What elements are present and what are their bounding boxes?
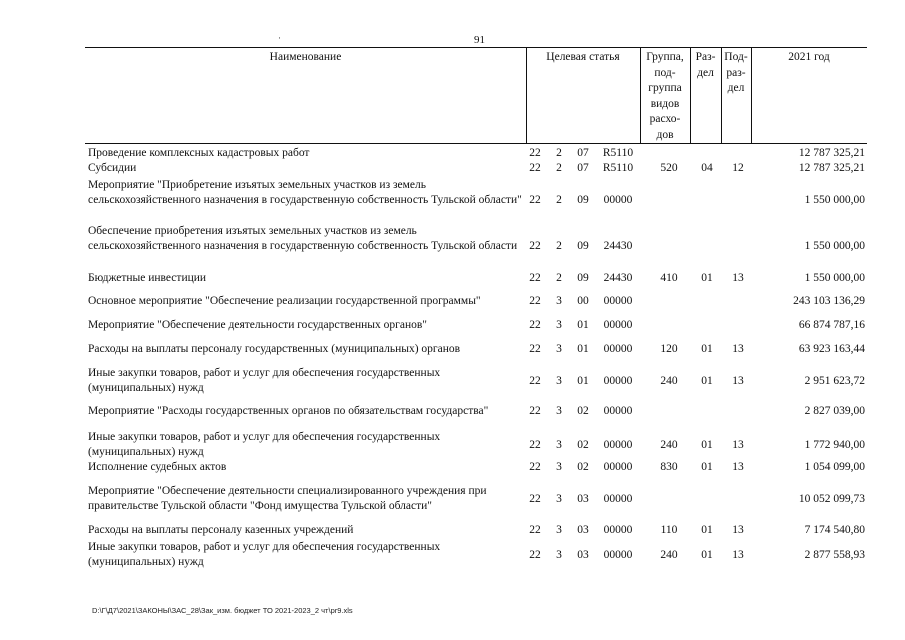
row-c: 02 <box>577 405 589 417</box>
row-d: 00000 <box>603 319 633 331</box>
table-header <box>85 47 867 144</box>
row-b: 2 <box>556 240 562 252</box>
header-name: Наименование <box>269 51 342 63</box>
row-a: 22 <box>529 240 541 252</box>
row-c: 03 <box>577 492 589 505</box>
row-a: 22 <box>529 548 541 561</box>
row-group: 120 <box>660 343 678 355</box>
row-d: 00000 <box>603 295 633 307</box>
footer-file-path: D:\Г\Д7\2021\ЗАКОНЫ\ЗАС_28\Зак_изм. бюджет ТО 2021-2023_2 чт\pr9.xls <box>92 606 353 615</box>
row-c: 07 <box>577 147 589 159</box>
row-name: Бюджетные инвестиции <box>88 272 207 284</box>
row-b: 3 <box>556 524 562 536</box>
row-d: 00000 <box>603 492 633 505</box>
row-name: Мероприятие "Приобретение изъятых земельных участков из земель сельскохозяйственного назначения в государственную собственность Тульской области" <box>88 179 522 206</box>
header-year: 2021 год <box>788 51 830 63</box>
row-amount: 10 052 099,73 <box>798 492 865 505</box>
row-name: Мероприятие "Обеспечение деятельности специализированного учреждения при правительстве Тульской области "Фонд имущества Тульской области" <box>88 485 487 512</box>
row-section: 01 <box>701 272 713 284</box>
row-d: 00000 <box>603 461 633 473</box>
row-name: Основное мероприятие "Обеспечение реализации государственной программы" <box>88 295 481 307</box>
row-name: Расходы на выплаты персоналу казенных учреждений <box>88 524 354 536</box>
row-name: Обеспечение приобретения изъятых земельных участков из земель сельскохозяйственного назначения в государственную собственность Тульской области <box>88 225 518 252</box>
row-b: 2 <box>556 194 562 206</box>
row-b: 3 <box>556 374 562 387</box>
row-section: 01 <box>701 343 713 355</box>
row-d: 00000 <box>603 343 633 355</box>
row-a: 22 <box>529 295 541 307</box>
row-b: 3 <box>556 461 562 473</box>
row-amount: 1 772 940,00 <box>804 438 865 451</box>
row-d: 00000 <box>603 405 633 417</box>
row-name: Иные закупки товаров, работ и услуг для обеспечения государственных (муниципальных) нужд <box>88 367 441 394</box>
row-b: 3 <box>556 438 562 451</box>
row-subsection: 13 <box>732 272 744 284</box>
row-amount: 2 827 039,00 <box>804 405 865 417</box>
row-a: 22 <box>529 319 541 331</box>
row-name: Иные закупки товаров, работ и услуг для обеспечения государственных (муниципальных) нужд <box>88 431 441 458</box>
row-c: 09 <box>577 240 589 252</box>
row-amount: 12 787 325,21 <box>798 162 865 174</box>
row-c: 01 <box>577 343 589 355</box>
row-subsection: 13 <box>732 461 744 473</box>
page-number: 91 <box>474 34 485 46</box>
row-group: 240 <box>660 374 678 387</box>
row-c: 03 <box>577 548 589 561</box>
row-a: 22 <box>529 524 541 536</box>
row-c: 00 <box>577 295 589 307</box>
row-name: Исполнение судебных актов <box>88 461 227 473</box>
row-section: 01 <box>701 438 713 451</box>
row-a: 22 <box>529 374 541 387</box>
row-a: 22 <box>529 461 541 473</box>
row-subsection: 13 <box>732 524 744 536</box>
header-section-line: дел <box>697 66 714 79</box>
header-target-article: Целевая статья <box>546 51 620 63</box>
row-d: R5110 <box>602 147 634 159</box>
row-a: 22 <box>529 438 541 451</box>
row-amount: 1 550 000,00 <box>804 240 865 252</box>
row-section: 01 <box>701 461 713 473</box>
row-amount: 1 054 099,00 <box>804 461 865 473</box>
row-subsection: 13 <box>732 548 744 561</box>
row-c: 01 <box>577 319 589 331</box>
row-b: 2 <box>556 272 562 284</box>
header-group-line: расхо- <box>649 113 681 125</box>
row-section: 01 <box>701 524 713 536</box>
row-b: 3 <box>556 548 562 561</box>
row-subsection: 12 <box>732 162 744 174</box>
row-amount: 2 951 623,72 <box>804 374 865 387</box>
row-amount: 243 103 136,29 <box>793 295 865 307</box>
row-d: 00000 <box>603 524 633 536</box>
row-b: 3 <box>556 319 562 331</box>
row-group: 240 <box>660 438 678 451</box>
row-b: 2 <box>556 147 562 159</box>
row-subsection: 13 <box>732 343 744 355</box>
row-a: 22 <box>529 343 541 355</box>
header-subsection-line: Под- <box>724 51 748 63</box>
row-d: 00000 <box>603 374 633 387</box>
row-a: 22 <box>529 492 541 505</box>
row-subsection: 13 <box>732 438 744 451</box>
row-section: 04 <box>701 162 713 174</box>
header-subsection-line: раз- <box>726 66 746 79</box>
row-group: 110 <box>660 524 678 536</box>
row-amount: 66 874 787,16 <box>798 319 865 331</box>
header-section-line: Раз- <box>695 51 716 63</box>
row-d: R5110 <box>602 162 634 174</box>
header-group-line: Группа, <box>646 51 684 63</box>
row-section: 01 <box>701 374 713 387</box>
row-b: 3 <box>556 492 562 505</box>
row-amount: 2 877 558,93 <box>804 548 865 561</box>
header-subsection <box>721 50 751 97</box>
row-group: 520 <box>660 162 678 174</box>
row-d: 24430 <box>603 272 633 284</box>
row-b: 2 <box>556 162 562 174</box>
row-b: 3 <box>556 343 562 355</box>
row-b: 3 <box>556 405 562 417</box>
header-group-line: группа <box>648 82 682 94</box>
row-a: 22 <box>529 147 541 159</box>
row-d: 00000 <box>603 438 633 451</box>
row-name: Субсидии <box>88 162 137 174</box>
row-amount: 12 787 325,21 <box>798 147 865 159</box>
stray-mark: · <box>278 33 281 43</box>
row-b: 3 <box>556 295 562 307</box>
row-c: 09 <box>577 194 589 206</box>
header-group <box>640 50 690 143</box>
row-c: 01 <box>577 374 589 387</box>
row-group: 240 <box>660 548 678 561</box>
header-group-line: видов <box>650 97 680 110</box>
row-amount: 7 174 540,80 <box>804 524 865 536</box>
row-d: 00000 <box>603 194 633 206</box>
header-group-line: дов <box>656 128 674 141</box>
row-a: 22 <box>529 162 541 174</box>
header-group-line: под- <box>654 66 676 79</box>
header-section <box>690 50 721 81</box>
row-a: 22 <box>529 405 541 417</box>
row-name: Расходы на выплаты персоналу государственных (муниципальных) органов <box>88 343 461 355</box>
row-a: 22 <box>529 272 541 284</box>
header-subsection-line: дел <box>727 82 745 94</box>
row-subsection: 13 <box>732 374 744 387</box>
row-section: 01 <box>701 548 713 561</box>
row-c: 02 <box>577 438 589 451</box>
row-group: 410 <box>660 272 678 284</box>
row-c: 07 <box>577 162 589 174</box>
row-name: Мероприятие "Обеспечение деятельности государственных органов" <box>88 319 427 331</box>
row-c: 02 <box>577 461 589 473</box>
row-a: 22 <box>529 194 541 206</box>
row-amount: 63 923 163,44 <box>798 343 865 355</box>
row-d: 24430 <box>603 240 633 252</box>
row-d: 00000 <box>603 548 633 561</box>
row-c: 09 <box>577 272 589 284</box>
row-group: 830 <box>660 461 678 473</box>
row-name: Иные закупки товаров, работ и услуг для обеспечения государственных (муниципальных) нужд <box>88 541 441 568</box>
row-name: Проведение комплексных кадастровых работ <box>88 147 310 159</box>
row-name: Мероприятие "Расходы государственных органов по обязательствам государства" <box>88 405 489 417</box>
row-amount: 1 550 000,00 <box>804 272 865 284</box>
row-c: 03 <box>577 524 589 536</box>
row-amount: 1 550 000,00 <box>804 194 865 206</box>
